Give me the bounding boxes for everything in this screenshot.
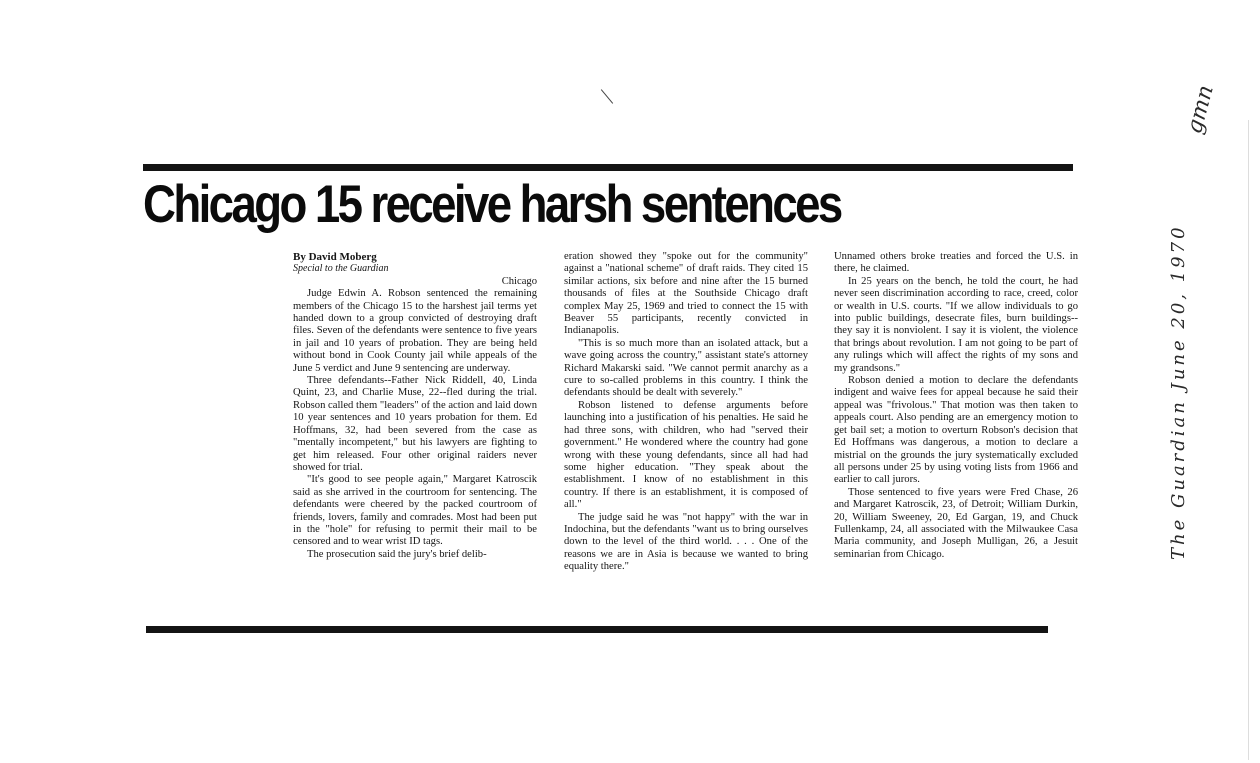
paragraph: eration showed they "spoke out for the community" against a "national scheme" of draft raids. They cited 15 similar actions, six before and nine after the 15 burned thousands of files at the Southside Chicago draft complex May 25, 1969 and tried to connect the 15 with Beaver 55 participants, recently convicted in Indianapolis. — [564, 251, 808, 337]
article-column-3 — [834, 251, 1078, 561]
paragraph: Three defendants--Father Nick Riddell, 40, Linda Quint, 23, and Charlie Muse, 22--fled during the trial. Robson called them "leaders" of the action and laid down 10 year sentences and 10 years probation for them. Ed Hoffmans, 32, had been severed from the case as "mentally incompetent," but his lawyers are fighting to get him released. Four other original raiders never showed for trial. — [293, 375, 537, 473]
scan-edge-mark — [1248, 120, 1249, 760]
paragraph: Unnamed others broke treaties and forced the U.S. in there, he claimed. — [834, 251, 1078, 275]
dateline: Chicago — [501, 275, 537, 287]
paragraph: The prosecution said the jury's brief delib- — [307, 548, 487, 560]
article-column-1 — [293, 251, 537, 561]
paragraph: Those sentenced to five years were Fred Chase, 26 and Margaret Katroscik, 23, of Detroit; William Durkin, 20, William Sweeney, 20, Ed Gargan, 19, and Chuck Fullenkamp, 24, all associated with the Milwaukee Casa Maria community, and Joseph Mulligan, 26, a Jesuit seminarian from Chicago. — [834, 486, 1078, 560]
paragraph: Judge Edwin A. Robson sentenced the remaining members of the Chicago 15 to the harshest jail terms yet handed down to a group convicted of destroying draft files. Seven of the defendants were sentence to five years in jail and 10 years of probation. They are being held without bond in Cook County jail while appeals of the June 5 verdict and June 9 sentencing are underway. — [293, 288, 537, 374]
byline: By David Moberg — [293, 251, 377, 263]
article-column-2 — [564, 251, 808, 574]
byline-affiliation: Special to the Guardian — [293, 263, 389, 275]
paragraph: In 25 years on the bench, he told the court, he had never seen discrimination according to race, creed, color or wealth in U.S. courts. "If we allow individuals to go into public buildings, desecrate files, burn buildings--they say it is nonviolent. I say it is violent, the violence that brings about revolution. I am not going to be part of any rulings which will affect the rights of my sons and my grandsons." — [834, 275, 1078, 374]
handwritten-initials: gmn — [1182, 82, 1219, 137]
headline: Chicago 15 receive harsh sentences — [143, 175, 841, 234]
paragraph: "This is so much more than an isolated attack, but a wave going across the country," assistant state's attorney Richard Makarski said. "We cannot permit anarchy as a cure to so-called problems in this country. I think the defendants should be dealt with severely." — [564, 337, 808, 399]
scan-stray-mark — [601, 89, 613, 103]
bottom-rule — [146, 626, 1048, 633]
top-rule — [143, 164, 1073, 171]
paragraph: Robson listened to defense arguments before launching into a justification of his penalties. He said he had three sons, with children, who had "served their government." He wondered where the country had gone wrong with these young defendants, since all had had some higher education. "They speak about the establishment. I know of no establishment in this country. If there is an establishment, it is composed of all." — [564, 399, 808, 511]
paragraph: "It's good to see people again," Margaret Katroscik said as she arrived in the courtroom for sentencing. The defendants were cheered by the packed courtroom of friends, lovers, family and comrades. Most had been put in the "hole" for refusing to permit their mail to be censored and to wear wrist ID tags. — [293, 474, 537, 548]
handwritten-source-note: The Guardian June 20, 1970 — [1168, 224, 1189, 560]
paragraph: The judge said he was "not happy" with the war in Indochina, but the defendants "want us to bring ourselves down to the level of the third world. . . . One of the reasons we are in Asia is because we wanted to bring equality there." — [564, 511, 808, 573]
paragraph: Robson denied a motion to declare the defendants indigent and waive fees for appeal because he said their appeal was "frivolous." That motion was then taken to appeals court. Also pending are an emergency motion to get bail set; a motion to overturn Robson's decision that Ed Hoffmans was dangerous, a motion to declare a mistrial on the grounds the jury systematically excluded all persons under 25 by using voting lists from 1966 and earlier to call jurors. — [834, 375, 1078, 486]
